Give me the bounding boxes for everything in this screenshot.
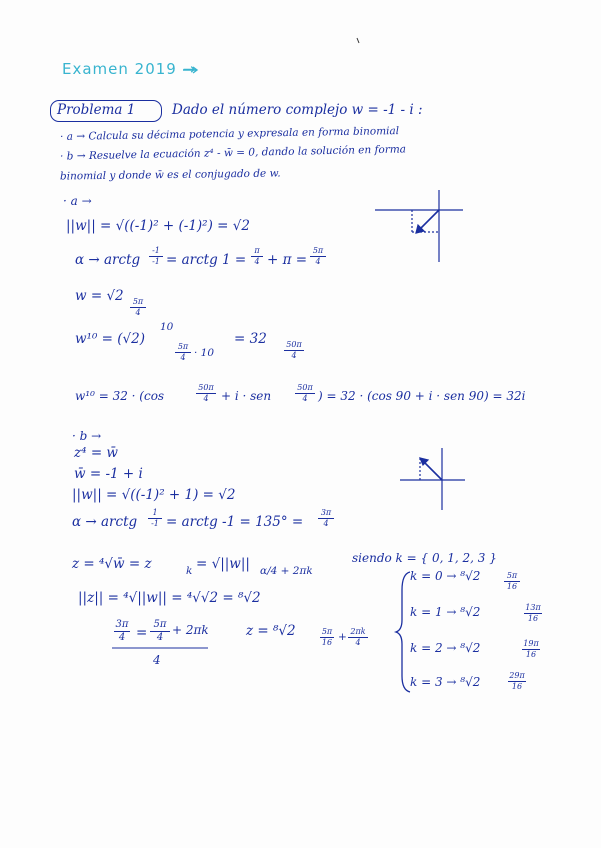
part-b-marker: · b → xyxy=(72,429,102,443)
part-a-binomial-start: w¹⁰ = 32 · (cos xyxy=(75,389,165,403)
root-k0-angle: 5π 16 xyxy=(504,572,520,591)
root-k2-angle: 19π 16 xyxy=(523,639,539,659)
part-a-arg-frac: -1 -1 xyxy=(149,247,163,266)
root-k3-angle: 29π 16 xyxy=(509,671,525,691)
part-b-arg-result: 3π 4 xyxy=(318,509,334,528)
argand-diagram-w xyxy=(375,190,463,262)
part-b-roots-sub2: α/4 + 2πk xyxy=(260,565,313,577)
problem-part-b-line2: binomial y donde w̄ es el conjugado de w. xyxy=(59,167,281,183)
part-b-mod-z: ||z|| = ⁴√||w|| = ⁴√√2 = ⁸√2 xyxy=(78,590,261,606)
part-b-arg-frac: 1 -1 xyxy=(148,509,162,528)
part-b-eq1: z⁴ = w̄ xyxy=(74,445,118,461)
part-b-angle-frac1: 3π 4 xyxy=(115,619,129,643)
roots-brace xyxy=(396,572,410,692)
part-a-arg-plus: + π = xyxy=(267,252,308,268)
part-b-modulus: ||w|| = √((-1)² + 1) = √2 xyxy=(72,487,236,503)
part-b-k-values: siendo k = { 0, 1, 2, 3 } xyxy=(352,551,497,565)
part-a-pi-frac: π 4 xyxy=(251,247,263,266)
part-a-binomial-frac2: 50π 4 xyxy=(295,384,315,403)
problem-label: Problema 1 xyxy=(57,102,136,118)
part-a-power-eq: = 32 xyxy=(234,331,267,347)
part-a-binomial-end: ) = 32 · (cos 90 + i · sen 90) = 32i xyxy=(318,389,526,403)
part-b-arg-prefix: α → arctg xyxy=(72,514,138,530)
part-b-angle-plus: + 2πk xyxy=(172,623,209,637)
part-a-arg-prefix: α → arctg xyxy=(75,252,141,268)
root-k0: k = 0 → ⁸√2 xyxy=(410,569,481,583)
part-b-arg-mid: = arctg -1 = 135° = xyxy=(166,514,304,530)
part-b-eq2: w̄ = -1 + i xyxy=(74,466,143,482)
root-k2: k = 2 → ⁸√2 xyxy=(410,641,481,655)
part-a-power-lhs: w¹⁰ = (√2) xyxy=(75,331,145,347)
part-a-arg-result: 5π 4 xyxy=(310,247,326,266)
part-a-power-exp: 10 xyxy=(160,321,174,333)
root-k1-angle: 13π 16 xyxy=(525,603,541,623)
part-b-z-sub-plus: + xyxy=(338,631,347,643)
part-a-binomial-frac1: 50π 4 xyxy=(196,384,216,403)
part-a-polar: w = √2 xyxy=(75,288,124,304)
part-b-roots-eq: z = ⁴√w̄ = z xyxy=(72,556,152,572)
problem-statement: Dado el número complejo w = -1 - i : xyxy=(172,102,423,118)
part-b-roots-sub: k xyxy=(186,565,193,577)
exam-title: Examen 2019 → xyxy=(62,60,197,78)
problem-part-a: · a → Calcula su décima potencia y expresala en forma binomial xyxy=(59,125,400,143)
part-b-roots-rhs: = √||w|| xyxy=(196,556,250,572)
part-b-z-sub-b: 2πk 4 xyxy=(348,628,368,647)
part-b-angle-den-total: 4 xyxy=(153,653,161,667)
part-a-modulus: ||w|| = √((-1)² + (-1)²) = √2 xyxy=(66,218,250,234)
root-k1: k = 1 → ⁸√2 xyxy=(410,605,481,619)
part-a-power-result: 50π 4 xyxy=(284,341,304,360)
root-k3: k = 3 → ⁸√2 xyxy=(410,675,481,689)
part-a-binomial-mid: + i · sen xyxy=(221,389,272,403)
part-b-angle-frac2: 5π 4 xyxy=(150,620,170,643)
problem-part-b-line1: · b → Resuelve la ecuación z⁴ - w̄ = 0, dando la solución en forma xyxy=(59,143,407,163)
part-a-power-sub: 5π 4 xyxy=(175,343,191,362)
part-a-marker: · a → xyxy=(63,194,92,208)
part-a-polar-sub: 5π 4 xyxy=(130,298,146,317)
argand-diagram-conj xyxy=(400,448,465,510)
part-a-arg-mid: = arctg 1 = xyxy=(166,252,247,268)
part-a-power-sub-tail: · 10 xyxy=(194,347,215,359)
part-b-angle-eq: = xyxy=(136,625,148,641)
part-b-z-general: z = ⁸√2 xyxy=(246,623,296,639)
part-b-z-sub-a: 5π 16 xyxy=(321,627,333,647)
